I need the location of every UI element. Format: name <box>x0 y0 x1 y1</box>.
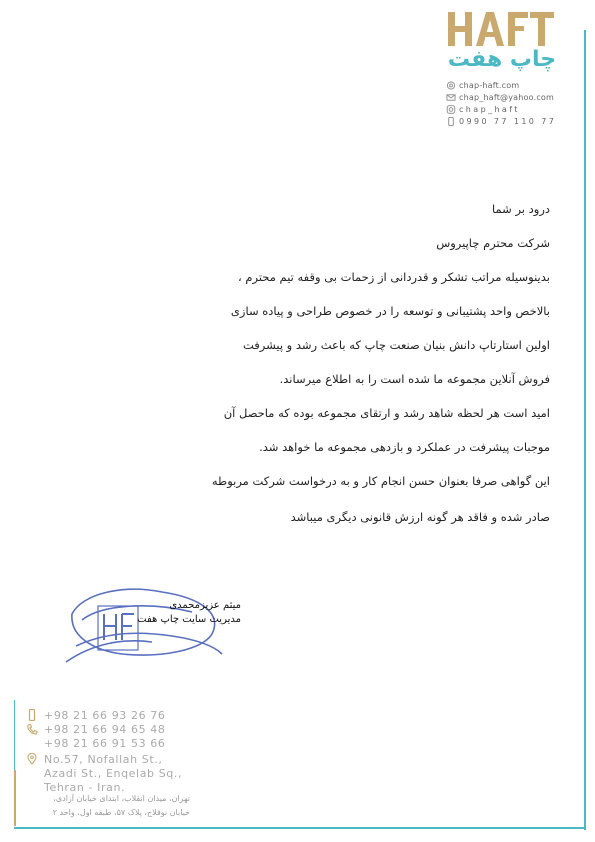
contact-email[interactable] <box>446 92 566 103</box>
at-icon <box>446 81 456 90</box>
address-fa-line: تهران، میدان انقلاب، ابتدای خیابان آزادی، <box>53 794 190 803</box>
footer-phone-text: +98 21 66 94 65 48 <box>44 722 166 736</box>
letter-line: موجبات پیشرفت در عملکرد و بازدهی مجموعه ما خواهد شد. <box>259 440 550 454</box>
letter-line: بدینوسیله مراتب تشکر و قدردانی از زحمات بی وقفه تیم محترم ، <box>238 270 550 284</box>
footer-phone-text: +98 21 66 91 53 66 <box>44 736 166 750</box>
contact-instagram[interactable] <box>446 104 566 115</box>
website-text: chap-haft.com <box>459 81 520 90</box>
signature-name: میثم عزیزمحمدی <box>169 600 241 611</box>
footer-phone[interactable] <box>26 708 226 722</box>
mobile-icon <box>26 709 38 721</box>
footer-contacts <box>26 708 226 794</box>
letter-line: امید است هر لحظه شاهد رشد و ارتقای مجموعه بوده که ماحصل آن <box>223 406 550 420</box>
letter-line: صادر شده و فاقد هر گونه ارزش قانونی دیگری میباشد <box>290 510 550 524</box>
email-text: chap_haft@yahoo.com <box>459 93 555 102</box>
phone-text: 0990 77 110 77 <box>459 117 557 126</box>
mobile-icon <box>446 117 456 126</box>
frame-right-line <box>584 30 586 830</box>
address-line: Azadi St., Enqelab Sq., <box>44 766 183 780</box>
contact-phone[interactable] <box>446 116 566 127</box>
letter-recipient: شرکت محترم چاپیروس <box>436 236 550 250</box>
footer-phone[interactable] <box>26 722 226 736</box>
location-pin-icon <box>26 753 38 765</box>
address-line: No.57, Nofallah St., <box>44 752 163 766</box>
instagram-icon <box>446 105 456 114</box>
footer-address-en <box>26 766 226 780</box>
haft-logo-mark <box>446 8 558 50</box>
letter-line: اولین استارتاپ دانش بنیان صنعت چاپ که باعث رشد و پیشرفت <box>242 338 550 352</box>
instagram-text: chap_haft <box>459 105 520 114</box>
contact-website[interactable] <box>446 80 566 91</box>
footer-phone-text: +98 21 66 93 26 76 <box>44 708 166 722</box>
header-contacts <box>446 80 566 128</box>
letter-greeting: درود بر شما <box>492 202 550 216</box>
letter-line: فروش آنلاین مجموعه ما شده است را به اطلاع میرساند. <box>279 372 550 386</box>
address-line: Tehran - Iran. <box>44 780 126 794</box>
frame-bottom-line <box>14 827 586 829</box>
footer-phone[interactable] <box>26 736 226 750</box>
phone-icon <box>26 723 38 735</box>
frame-left-line <box>14 700 15 770</box>
address-fa-line: خیابان نوفلاح، پلاک ۵۷، طبقه اول، واحد ۲ <box>52 808 190 817</box>
brand-logo <box>446 8 558 76</box>
mail-icon <box>446 93 456 102</box>
frame-left-accent <box>14 770 16 826</box>
signature-title: مدیریت سایت چاپ هفت <box>137 614 241 625</box>
letter-line: این گواهی صرفا بعنوان حسن انجام کار و به درخواست شرکت مربوطه <box>211 474 550 488</box>
footer-address-en <box>26 780 226 794</box>
letter-line: بالاخص واحد پشتیبانی و توسعه را در خصوص طراحی و پیاده سازی <box>230 304 550 318</box>
footer-address-en <box>26 752 226 766</box>
logo-persian-text: چاپ هفت <box>447 47 557 72</box>
